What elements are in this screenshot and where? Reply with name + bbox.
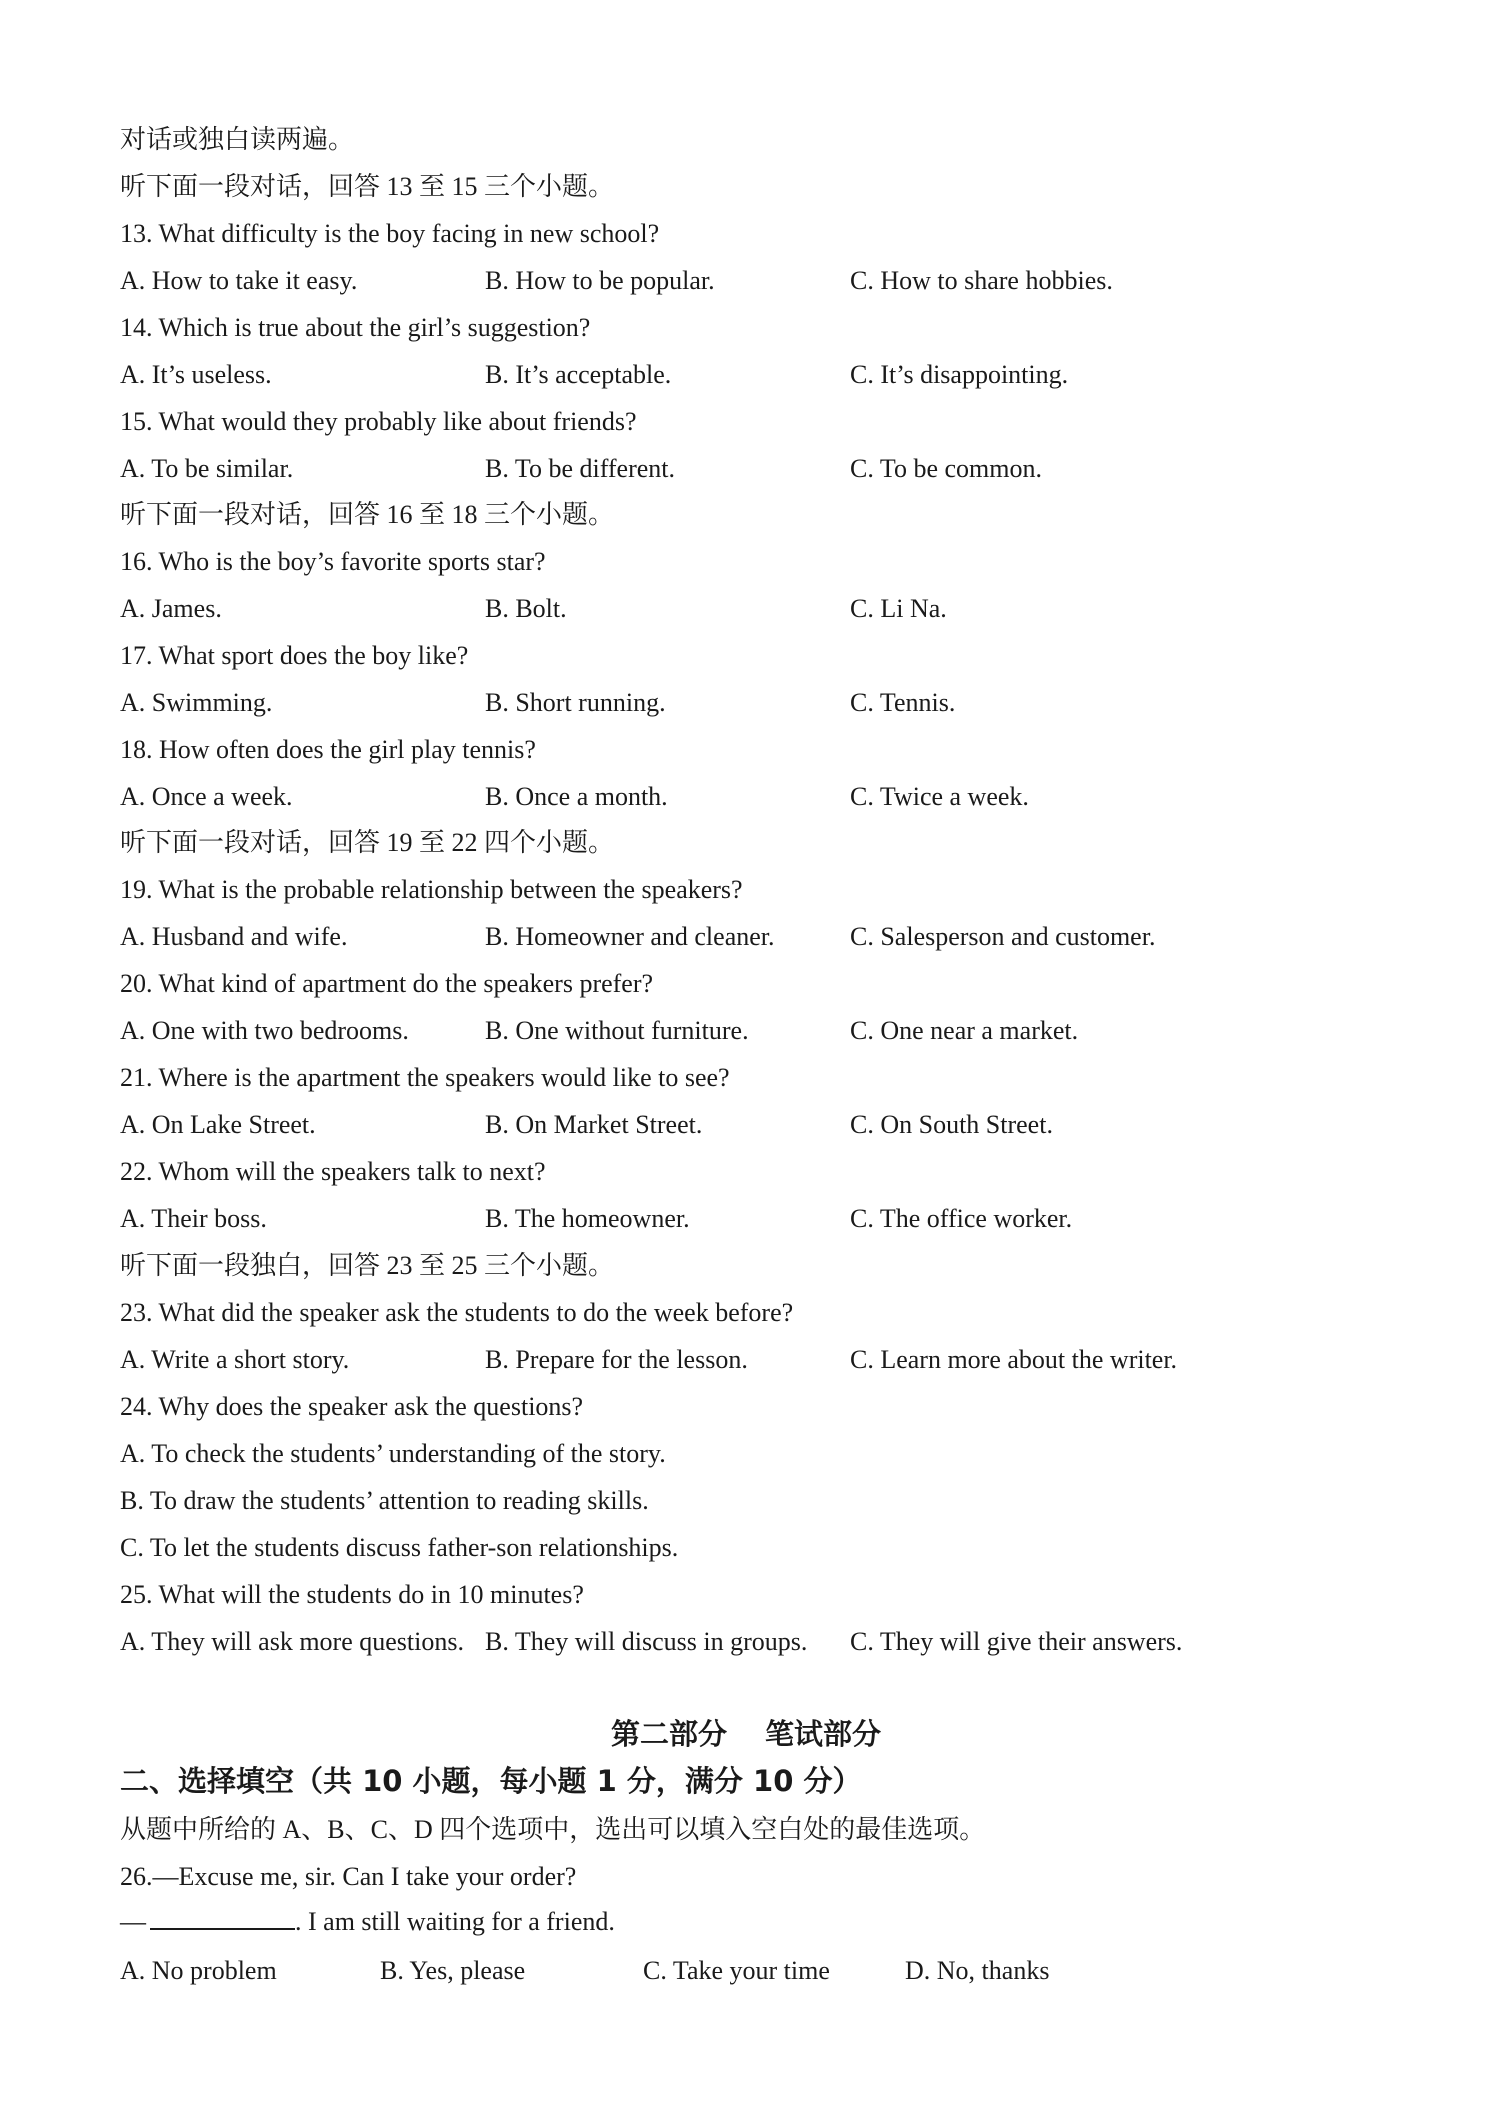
option-a: A. To be similar. xyxy=(120,454,294,483)
question-stem: 19. What is the probable relationship between the speakers? xyxy=(120,875,743,904)
option-c: C. Salesperson and customer. xyxy=(850,922,1156,951)
question-blank-line xyxy=(120,1906,615,1938)
option-c: C. Tennis. xyxy=(850,688,956,717)
question-stem: 16. Who is the boy’s favorite sports star? xyxy=(120,547,546,576)
option-c: C. To be common. xyxy=(850,454,1042,483)
option-a: A. Swimming. xyxy=(120,688,273,717)
question-stem: 21. Where is the apartment the speakers would like to see? xyxy=(120,1063,730,1092)
option-a: A. On Lake Street. xyxy=(120,1110,316,1139)
option-b: B. They will discuss in groups. xyxy=(485,1627,808,1656)
option-b: B. Short running. xyxy=(485,688,666,717)
question-stem: 13. What difficulty is the boy facing in new school? xyxy=(120,219,660,248)
option-b: B. One without furniture. xyxy=(485,1016,749,1045)
question-stem: 15. What would they probably like about friends? xyxy=(120,407,637,436)
part-heading xyxy=(0,1716,1492,1752)
option-b: B. Prepare for the lesson. xyxy=(485,1345,748,1374)
option-c: C. Learn more about the writer. xyxy=(850,1345,1178,1374)
option-b: B. Yes, please xyxy=(380,1956,526,1985)
question-stem: 26.—Excuse me, sir. Can I take your order? xyxy=(120,1862,577,1891)
section-instruction: 听下面一段独白，回答 23 至 25 三个小题。 xyxy=(120,1251,615,1280)
option-d: D. No, thanks xyxy=(905,1956,1050,1985)
option-a: A. Husband and wife. xyxy=(120,922,348,951)
option-c: C. They will give their answers. xyxy=(850,1627,1183,1656)
section-title: 二、选择填空（共 10 小题，每小题 1 分，满分 10 分） xyxy=(120,1764,862,1798)
option-c: C. Li Na. xyxy=(850,594,947,623)
question-stem: 24. Why does the speaker ask the questions? xyxy=(120,1392,584,1421)
answer-blank xyxy=(150,1906,295,1930)
option-b: B. It’s acceptable. xyxy=(485,360,672,389)
option-a: A. To check the students’ understanding of the story. xyxy=(120,1439,666,1468)
option-c: C. One near a market. xyxy=(850,1016,1079,1045)
option-a: A. One with two bedrooms. xyxy=(120,1016,409,1045)
option-b: B. How to be popular. xyxy=(485,266,715,295)
option-b: B. On Market Street. xyxy=(485,1110,703,1139)
option-b: B. Once a month. xyxy=(485,782,668,811)
dash: — xyxy=(120,1907,146,1936)
option-b: B. The homeowner. xyxy=(485,1204,690,1233)
section-instruction: 从题中所给的 A、B、C、D 四个选项中，选出可以填入空白处的最佳选项。 xyxy=(120,1815,986,1844)
option-a: A. How to take it easy. xyxy=(120,266,358,295)
section-instruction: 听下面一段对话，回答 13 至 15 三个小题。 xyxy=(120,172,615,201)
option-a: A. James. xyxy=(120,594,222,623)
question-stem: 17. What sport does the boy like? xyxy=(120,641,469,670)
question-stem: 20. What kind of apartment do the speakers prefer? xyxy=(120,969,654,998)
question-stem: 25. What will the students do in 10 minutes? xyxy=(120,1580,584,1609)
option-a: A. Their boss. xyxy=(120,1204,267,1233)
section-instruction: 听下面一段对话，回答 16 至 18 三个小题。 xyxy=(120,500,615,529)
question-stem: 18. How often does the girl play tennis? xyxy=(120,735,536,764)
option-c: C. Take your time xyxy=(643,1956,830,1985)
question-stem: 14. Which is true about the girl’s suggestion? xyxy=(120,313,591,342)
question-stem: 22. Whom will the speakers talk to next? xyxy=(120,1157,546,1186)
section-instruction: 听下面一段对话，回答 19 至 22 四个小题。 xyxy=(120,828,615,857)
part-heading-left: 第二部分 xyxy=(610,1717,727,1751)
option-b: B. To draw the students’ attention to reading skills. xyxy=(120,1486,649,1515)
option-b: B. Homeowner and cleaner. xyxy=(485,922,775,951)
option-c: C. On South Street. xyxy=(850,1110,1053,1139)
option-a: A. Once a week. xyxy=(120,782,293,811)
option-a: A. It’s useless. xyxy=(120,360,272,389)
question-text: . I am still waiting for a friend. xyxy=(295,1907,615,1936)
option-a: A. No problem xyxy=(120,1956,277,1985)
option-c: C. To let the students discuss father-son relationships. xyxy=(120,1533,679,1562)
question-stem: 23. What did the speaker ask the students to do the week before? xyxy=(120,1298,794,1327)
option-c: C. Twice a week. xyxy=(850,782,1029,811)
part-heading-right: 笔试部分 xyxy=(765,1717,882,1751)
intro-line: 对话或独白读两遍。 xyxy=(120,125,355,154)
option-b: B. Bolt. xyxy=(485,594,567,623)
option-c: C. It’s disappointing. xyxy=(850,360,1069,389)
option-b: B. To be different. xyxy=(485,454,676,483)
option-c: C. The office worker. xyxy=(850,1204,1073,1233)
option-a: A. Write a short story. xyxy=(120,1345,350,1374)
option-a: A. They will ask more questions. xyxy=(120,1627,464,1656)
option-c: C. How to share hobbies. xyxy=(850,266,1113,295)
